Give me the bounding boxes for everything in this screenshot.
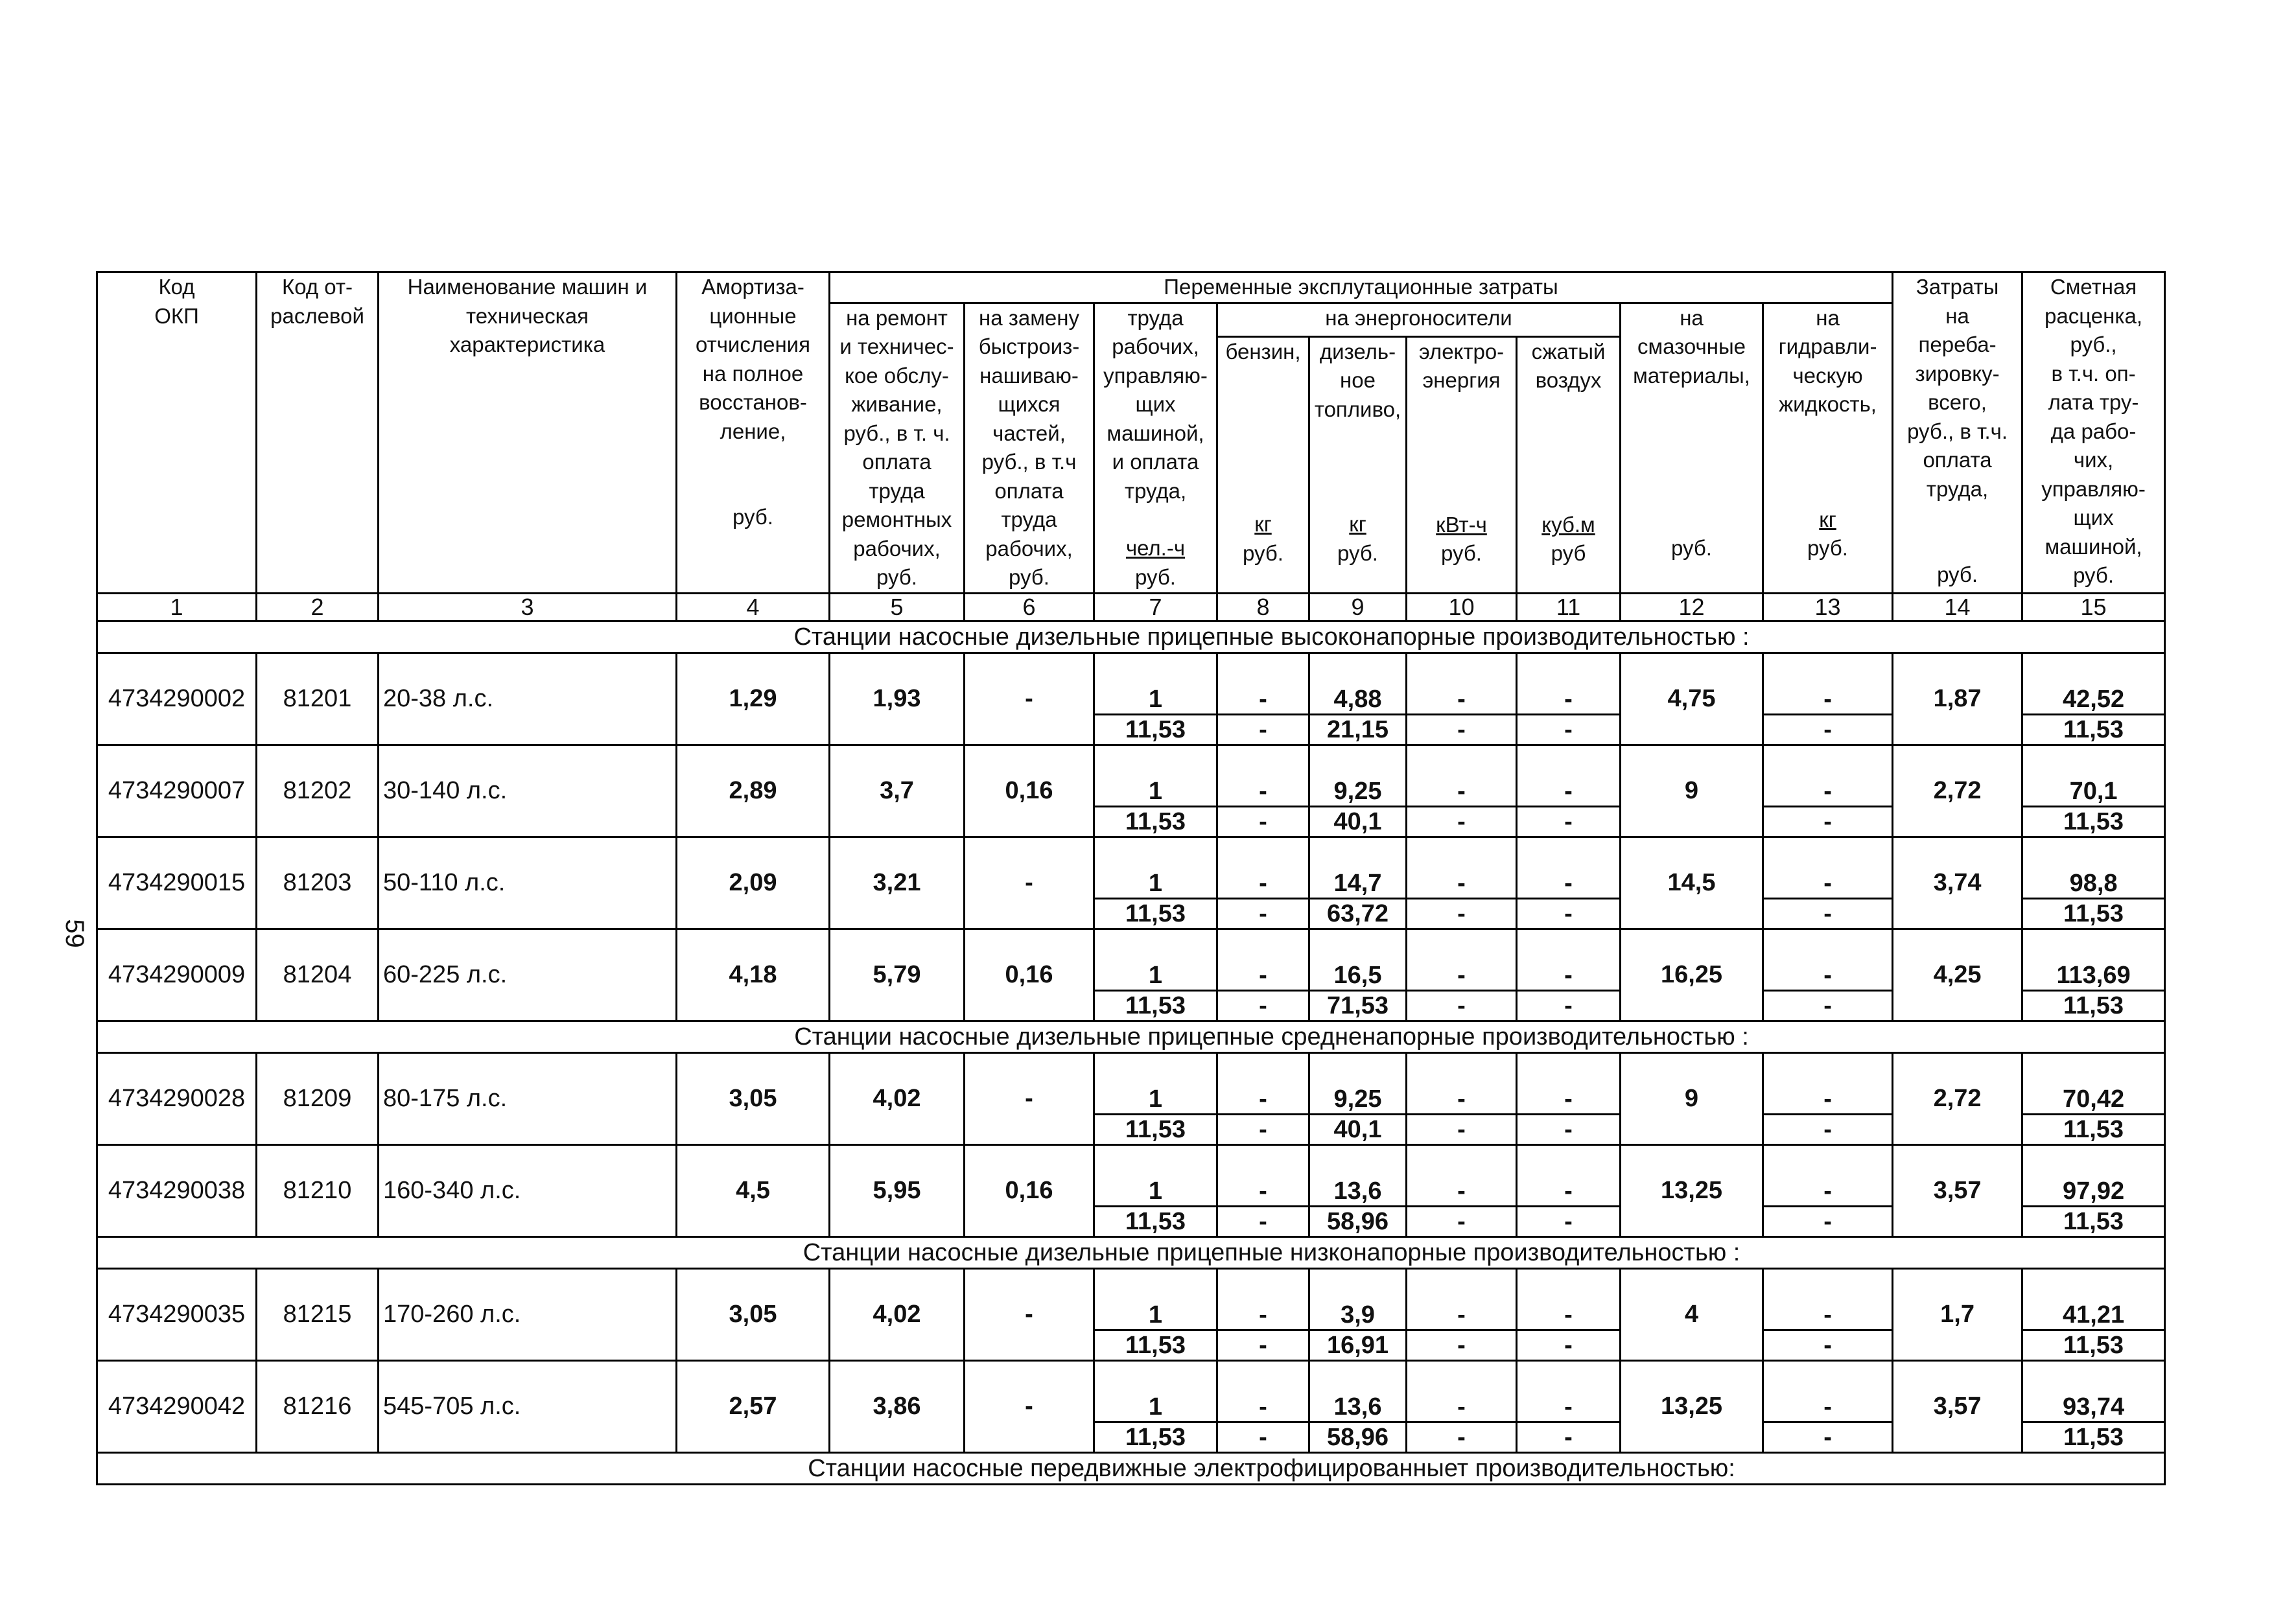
diesel-rub-cell: 21,15 (1309, 714, 1407, 745)
branch-code-cell: 81216 (257, 1360, 379, 1452)
estimate-labor-cell: 11,53 (2022, 1114, 2165, 1144)
table-row (97, 745, 2165, 806)
diesel-rub-cell: 16,91 (1309, 1330, 1407, 1360)
parts-cell: - (965, 837, 1094, 929)
petrol-rub-cell: - (1217, 1206, 1309, 1236)
estimate-total-cell: 98,8 (2022, 837, 2165, 898)
section-header-row (97, 1236, 2165, 1268)
air-cell: - (1517, 745, 1621, 806)
hydraulic-cell: - (1763, 837, 1893, 898)
hydraulic-cell: - (1763, 653, 1893, 714)
repair-cell: 3,21 (830, 837, 965, 929)
petrol-rub-cell: - (1217, 806, 1309, 837)
petrol-cell: - (1217, 653, 1309, 714)
lubricants-cell: 13,25 (1621, 1144, 1763, 1236)
hydraulic-rub-cell: - (1763, 1206, 1893, 1236)
electricity-cell: - (1407, 929, 1517, 990)
hydraulic-cell: - (1763, 929, 1893, 990)
section-title: Станции насосные передвижные электрофицированныет производительностью: (97, 1452, 2165, 1484)
column-number: 10 (1407, 593, 1517, 621)
petrol-rub-cell: - (1217, 990, 1309, 1021)
estimate-total-cell: 70,1 (2022, 745, 2165, 806)
repair-cell: 1,93 (830, 653, 965, 745)
petrol-cell: - (1217, 837, 1309, 898)
column-number: 14 (1893, 593, 2022, 621)
okp-code-cell: 4734290007 (97, 745, 257, 837)
labor-rub-cell: 11,53 (1094, 1114, 1217, 1144)
header-petrol: бензин, кг руб. (1217, 336, 1309, 593)
okp-code-cell: 4734290035 (97, 1268, 257, 1360)
machine-name-cell: 170-260 л.с. (379, 1268, 677, 1360)
header-relocation: Затраты на переба- зировку- всего, руб., в т.ч. оплата труда, руб. (1893, 272, 2022, 594)
table-row (97, 1360, 2165, 1422)
diesel-kg-cell: 14,7 (1309, 837, 1407, 898)
machine-name-cell: 80-175 л.с. (379, 1052, 677, 1144)
branch-code-cell: 81203 (257, 837, 379, 929)
petrol-rub-cell: - (1217, 714, 1309, 745)
air-rub-cell: - (1517, 806, 1621, 837)
diesel-kg-cell: 9,25 (1309, 745, 1407, 806)
column-number: 12 (1621, 593, 1763, 621)
hydraulic-cell: - (1763, 1268, 1893, 1330)
header-energy: на энергоносители (1217, 303, 1621, 336)
electricity-rub-cell: - (1407, 714, 1517, 745)
petrol-rub-cell: - (1217, 898, 1309, 929)
table-row (97, 1144, 2165, 1206)
diesel-kg-cell: 16,5 (1309, 929, 1407, 990)
labor-hours-cell: 1 (1094, 745, 1217, 806)
amortization-cell: 4,18 (677, 929, 830, 1021)
table-row (97, 929, 2165, 990)
rates-table (96, 271, 2166, 1485)
hydraulic-cell: - (1763, 1360, 1893, 1422)
labor-rub-cell: 11,53 (1094, 990, 1217, 1021)
header-amortization: Амортиза- ционные отчисления на полное восстанов- ление, руб. (677, 272, 830, 594)
machine-name-cell: 160-340 л.с. (379, 1144, 677, 1236)
section-title: Станции насосные дизельные прицепные высоконапорные производительностью : (97, 621, 2165, 653)
lubricants-cell: 9 (1621, 1052, 1763, 1144)
okp-code-cell: 4734290015 (97, 837, 257, 929)
estimate-total-cell: 97,92 (2022, 1144, 2165, 1206)
relocation-cell: 1,87 (1893, 653, 2022, 745)
column-number: 13 (1763, 593, 1893, 621)
machine-name-cell: 50-110 л.с. (379, 837, 677, 929)
branch-code-cell: 81202 (257, 745, 379, 837)
page-number: 59 (60, 919, 89, 948)
estimate-labor-cell: 11,53 (2022, 1206, 2165, 1236)
header-labor: труда рабочих, управляю- щих машиной, и оплата труда, чел.-ч руб. (1094, 303, 1217, 593)
amortization-cell: 2,57 (677, 1360, 830, 1452)
relocation-cell: 2,72 (1893, 745, 2022, 837)
table-row (97, 837, 2165, 898)
diesel-rub-cell: 40,1 (1309, 806, 1407, 837)
air-cell: - (1517, 929, 1621, 990)
labor-rub-cell: 11,53 (1094, 714, 1217, 745)
header-variable-costs: Переменные эксплутационные затраты (830, 272, 1893, 303)
column-numbers-row (97, 593, 2165, 621)
diesel-kg-cell: 3,9 (1309, 1268, 1407, 1330)
labor-hours-cell: 1 (1094, 929, 1217, 990)
amortization-cell: 4,5 (677, 1144, 830, 1236)
section-header-row (97, 1021, 2165, 1052)
electricity-rub-cell: - (1407, 806, 1517, 837)
diesel-rub-cell: 40,1 (1309, 1114, 1407, 1144)
electricity-cell: - (1407, 1052, 1517, 1114)
estimate-labor-cell: 11,53 (2022, 806, 2165, 837)
table-body (97, 621, 2165, 1484)
column-number: 6 (965, 593, 1094, 621)
okp-code-cell: 4734290028 (97, 1052, 257, 1144)
relocation-cell: 3,57 (1893, 1144, 2022, 1236)
hydraulic-rub-cell: - (1763, 806, 1893, 837)
parts-cell: - (965, 1268, 1094, 1360)
labor-hours-cell: 1 (1094, 1144, 1217, 1206)
air-rub-cell: - (1517, 990, 1621, 1021)
column-number: 4 (677, 593, 830, 621)
diesel-rub-cell: 58,96 (1309, 1206, 1407, 1236)
petrol-cell: - (1217, 1268, 1309, 1330)
diesel-kg-cell: 13,6 (1309, 1360, 1407, 1422)
hydraulic-rub-cell: - (1763, 714, 1893, 745)
section-header-row (97, 621, 2165, 653)
column-number: 8 (1217, 593, 1309, 621)
electricity-rub-cell: - (1407, 1422, 1517, 1452)
air-rub-cell: - (1517, 1330, 1621, 1360)
labor-hours-cell: 1 (1094, 837, 1217, 898)
electricity-rub-cell: - (1407, 1330, 1517, 1360)
okp-code-cell: 4734290042 (97, 1360, 257, 1452)
electricity-cell: - (1407, 1360, 1517, 1422)
labor-hours-cell: 1 (1094, 1052, 1217, 1114)
machine-name-cell: 20-38 л.с. (379, 653, 677, 745)
header-diesel: дизель- ное топливо, кг руб. (1309, 336, 1407, 593)
petrol-cell: - (1217, 1360, 1309, 1422)
branch-code-cell: 81215 (257, 1268, 379, 1360)
estimate-labor-cell: 11,53 (2022, 898, 2165, 929)
labor-rub-cell: 11,53 (1094, 1330, 1217, 1360)
header-electricity: электро- энергия кВт-ч руб. (1407, 336, 1517, 593)
header-okp: Код ОКП (97, 272, 257, 594)
relocation-cell: 1,7 (1893, 1268, 2022, 1360)
estimate-labor-cell: 11,53 (2022, 1330, 2165, 1360)
estimate-labor-cell: 11,53 (2022, 1422, 2165, 1452)
column-number: 2 (257, 593, 379, 621)
amortization-cell: 3,05 (677, 1268, 830, 1360)
electricity-rub-cell: - (1407, 898, 1517, 929)
section-header-row (97, 1452, 2165, 1484)
air-rub-cell: - (1517, 1206, 1621, 1236)
column-number: 1 (97, 593, 257, 621)
machine-name-cell: 60-225 л.с. (379, 929, 677, 1021)
electricity-rub-cell: - (1407, 1114, 1517, 1144)
header-name: Наименование машин и техническая характеристика (379, 272, 677, 594)
parts-cell: - (965, 1052, 1094, 1144)
amortization-cell: 1,29 (677, 653, 830, 745)
diesel-kg-cell: 13,6 (1309, 1144, 1407, 1206)
air-cell: - (1517, 653, 1621, 714)
estimate-total-cell: 42,52 (2022, 653, 2165, 714)
air-cell: - (1517, 1268, 1621, 1330)
machine-name-cell: 30-140 л.с. (379, 745, 677, 837)
petrol-rub-cell: - (1217, 1330, 1309, 1360)
header-estimate: Сметная расценка, руб., в т.ч. оп- лата тру- да рабо- чих, управляю- щих машиной, руб. (2022, 272, 2165, 594)
petrol-rub-cell: - (1217, 1114, 1309, 1144)
amortization-cell: 3,05 (677, 1052, 830, 1144)
header-hydraulic: на гидравли- ческую жидкость, кг руб. (1763, 303, 1893, 593)
electricity-rub-cell: - (1407, 1206, 1517, 1236)
hydraulic-cell: - (1763, 745, 1893, 806)
relocation-cell: 3,57 (1893, 1360, 2022, 1452)
labor-rub-cell: 11,53 (1094, 806, 1217, 837)
column-number: 9 (1309, 593, 1407, 621)
labor-rub-cell: 11,53 (1094, 1422, 1217, 1452)
electricity-cell: - (1407, 1268, 1517, 1330)
branch-code-cell: 81209 (257, 1052, 379, 1144)
hydraulic-rub-cell: - (1763, 1422, 1893, 1452)
labor-rub-cell: 11,53 (1094, 1206, 1217, 1236)
relocation-cell: 3,74 (1893, 837, 2022, 929)
electricity-cell: - (1407, 1144, 1517, 1206)
table-row (97, 653, 2165, 714)
repair-cell: 3,86 (830, 1360, 965, 1452)
hydraulic-rub-cell: - (1763, 898, 1893, 929)
repair-cell: 5,95 (830, 1144, 965, 1236)
header-lubricants: на смазочные материалы, руб. (1621, 303, 1763, 593)
column-number: 3 (379, 593, 677, 621)
air-cell: - (1517, 1360, 1621, 1422)
parts-cell: - (965, 1360, 1094, 1452)
diesel-kg-cell: 4,88 (1309, 653, 1407, 714)
estimate-total-cell: 113,69 (2022, 929, 2165, 990)
okp-code-cell: 4734290002 (97, 653, 257, 745)
repair-cell: 4,02 (830, 1268, 965, 1360)
machine-name-cell: 545-705 л.с. (379, 1360, 677, 1452)
diesel-rub-cell: 71,53 (1309, 990, 1407, 1021)
parts-cell: 0,16 (965, 1144, 1094, 1236)
okp-code-cell: 4734290009 (97, 929, 257, 1021)
branch-code-cell: 81201 (257, 653, 379, 745)
air-cell: - (1517, 1052, 1621, 1114)
electricity-rub-cell: - (1407, 990, 1517, 1021)
parts-cell: - (965, 653, 1094, 745)
okp-code-cell: 4734290038 (97, 1144, 257, 1236)
lubricants-cell: 13,25 (1621, 1360, 1763, 1452)
petrol-cell: - (1217, 745, 1309, 806)
labor-rub-cell: 11,53 (1094, 898, 1217, 929)
header-repair: на ремонт и техничес- кое обслу- живание, руб., в т. ч. оплата труда ремонтных рабочих, руб. (830, 303, 965, 593)
section-title: Станции насосные дизельные прицепные низконапорные производительностью : (97, 1236, 2165, 1268)
column-number: 7 (1094, 593, 1217, 621)
repair-cell: 4,02 (830, 1052, 965, 1144)
air-cell: - (1517, 837, 1621, 898)
air-rub-cell: - (1517, 1114, 1621, 1144)
amortization-cell: 2,09 (677, 837, 830, 929)
parts-cell: 0,16 (965, 929, 1094, 1021)
repair-cell: 3,7 (830, 745, 965, 837)
electricity-cell: - (1407, 745, 1517, 806)
repair-cell: 5,79 (830, 929, 965, 1021)
lubricants-cell: 4,75 (1621, 653, 1763, 745)
column-number: 15 (2022, 593, 2165, 621)
air-rub-cell: - (1517, 714, 1621, 745)
estimate-total-cell: 70,42 (2022, 1052, 2165, 1114)
estimate-labor-cell: 11,53 (2022, 990, 2165, 1021)
lubricants-cell: 16,25 (1621, 929, 1763, 1021)
lubricants-cell: 9 (1621, 745, 1763, 837)
column-number: 11 (1517, 593, 1621, 621)
petrol-cell: - (1217, 1052, 1309, 1114)
header-compressed-air: сжатый воздух куб.м руб (1517, 336, 1621, 593)
labor-hours-cell: 1 (1094, 1268, 1217, 1330)
section-title: Станции насосные дизельные прицепные средненапорные производительностью : (97, 1021, 2165, 1052)
hydraulic-cell: - (1763, 1144, 1893, 1206)
amortization-cell: 2,89 (677, 745, 830, 837)
table-row (97, 1052, 2165, 1114)
hydraulic-rub-cell: - (1763, 1114, 1893, 1144)
petrol-cell: - (1217, 929, 1309, 990)
estimate-total-cell: 93,74 (2022, 1360, 2165, 1422)
relocation-cell: 4,25 (1893, 929, 2022, 1021)
table-header (97, 272, 2165, 621)
air-rub-cell: - (1517, 1422, 1621, 1452)
branch-code-cell: 81204 (257, 929, 379, 1021)
electricity-cell: - (1407, 837, 1517, 898)
labor-hours-cell: 1 (1094, 1360, 1217, 1422)
electricity-cell: - (1407, 653, 1517, 714)
estimate-labor-cell: 11,53 (2022, 714, 2165, 745)
lubricants-cell: 14,5 (1621, 837, 1763, 929)
table-row (97, 1268, 2165, 1330)
air-rub-cell: - (1517, 898, 1621, 929)
diesel-rub-cell: 58,96 (1309, 1422, 1407, 1452)
diesel-rub-cell: 63,72 (1309, 898, 1407, 929)
header-branch-code: Код от- раслевой (257, 272, 379, 594)
relocation-cell: 2,72 (1893, 1052, 2022, 1144)
air-cell: - (1517, 1144, 1621, 1206)
hydraulic-rub-cell: - (1763, 990, 1893, 1021)
parts-cell: 0,16 (965, 745, 1094, 837)
branch-code-cell: 81210 (257, 1144, 379, 1236)
estimate-total-cell: 41,21 (2022, 1268, 2165, 1330)
petrol-cell: - (1217, 1144, 1309, 1206)
petrol-rub-cell: - (1217, 1422, 1309, 1452)
header-parts: на замену быстроиз- нашиваю- щихся частей, руб., в т.ч оплата труда рабочих, руб. (965, 303, 1094, 593)
hydraulic-rub-cell: - (1763, 1330, 1893, 1360)
lubricants-cell: 4 (1621, 1268, 1763, 1360)
hydraulic-cell: - (1763, 1052, 1893, 1114)
labor-hours-cell: 1 (1094, 653, 1217, 714)
diesel-kg-cell: 9,25 (1309, 1052, 1407, 1114)
column-number: 5 (830, 593, 965, 621)
